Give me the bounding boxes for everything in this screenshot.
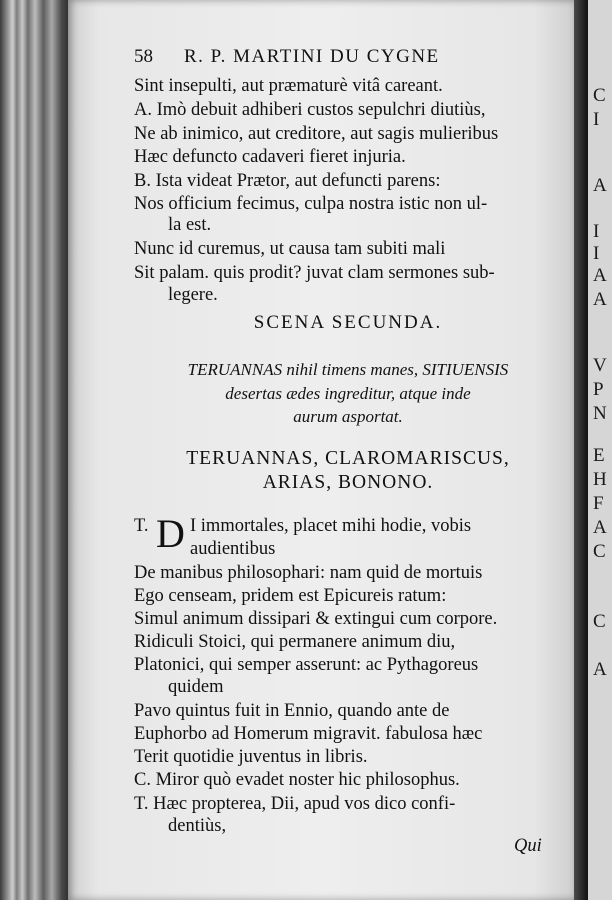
facing-page-letter: F [593, 493, 604, 514]
facing-page-letter: P [593, 379, 604, 400]
cast-list-line: TERUANNAS, CLAROMARISCUS, [186, 448, 510, 469]
book-gutter [574, 0, 588, 900]
facing-page-letter: V [593, 355, 607, 376]
verse-line-continuation: quidem [168, 677, 224, 697]
speech-first-line: I immortales, placet mihi hodie, vobis [190, 516, 472, 536]
verse-line: De manibus philosophari: nam quid de mortuis [134, 563, 483, 583]
page-number: 58 [134, 46, 153, 67]
facing-page-letter: E [593, 445, 605, 466]
facing-page-letter: A [593, 289, 607, 310]
scene-argument-line: TERUANNAS nihil timens manes, SITIUENSIS [187, 360, 509, 379]
page-text [68, 0, 574, 900]
facing-page-letter: I [593, 221, 600, 242]
running-header [134, 46, 554, 70]
verse-line: Nos officium fecimus, culpa nostra istic non ul- [134, 194, 488, 214]
verse-line: C. Miror quò evadet noster hic philosophus. [134, 770, 460, 790]
verse-line: B. Ista videat Prætor, aut defuncti parens: [134, 171, 441, 191]
facing-page-letter: A [593, 517, 607, 538]
verse-line: Ridiculi Stoici, qui permanere animum diu, [134, 632, 456, 652]
scene-title: SCENA SECUNDA. [253, 312, 443, 333]
speaker-label: T. [134, 516, 149, 536]
facing-page-letter: I [593, 109, 600, 130]
facing-page-letter: A [593, 659, 607, 680]
facing-page-letter: A [593, 265, 607, 286]
catchword: Qui [514, 836, 542, 856]
facing-page-letter: C [593, 541, 606, 562]
verse-line: Sit palam. quis prodit? juvat clam sermones sub- [134, 263, 495, 283]
verse-line: Euphorbo ad Homerum migravit. fabulosa hæc [134, 724, 483, 744]
facing-page-edge [588, 0, 612, 900]
verse-line: Hæc defuncto cadaveri fieret injuria. [134, 147, 406, 167]
verse-line-continuation: legere. [168, 285, 218, 305]
verse-line: Terit quotidie juventus in libris. [134, 747, 368, 767]
drop-cap: D [156, 511, 185, 556]
book-page [68, 0, 574, 900]
verse-line: Pavo quintus fuit in Ennio, quando ante de [134, 701, 450, 721]
facing-page-letter: C [593, 85, 606, 106]
verse-line: A. Imò debuit adhiberi custos sepulchri diutiùs, [134, 100, 486, 120]
facing-page-letter: C [593, 611, 606, 632]
facing-page-letter: I [593, 243, 600, 264]
speech-second-line: audientibus [190, 539, 276, 559]
verse-line: Ne ab inimico, aut creditore, aut sagis mulieribus [134, 124, 499, 144]
scene-argument-line: aurum asportat. [293, 407, 403, 426]
verse-line-continuation: dentiùs, [168, 816, 227, 836]
scene-argument-line: desertas ædes ingreditur, atque inde [225, 384, 471, 403]
facing-page-letter: N [593, 403, 607, 424]
facing-page-letter: A [593, 175, 607, 196]
facing-page-letter: H [593, 469, 607, 490]
verse-line: T. Hæc propterea, Dii, apud vos dico confi- [134, 794, 456, 814]
running-title: R. P. MARTINI DU CYGNE [184, 46, 440, 67]
book-binding [0, 0, 70, 900]
cast-list-line: ARIAS, BONONO. [262, 472, 434, 493]
verse-line: Nunc id curemus, ut causa tam subiti mali [134, 239, 446, 259]
verse-line: Ego censeam, pridem est Epicureis ratum: [134, 586, 447, 606]
verse-line: Sint insepulti, aut præmaturè vitâ careant. [134, 76, 443, 96]
verse-line: Simul animum dissipari & extingui cum corpore. [134, 609, 498, 629]
verse-line-continuation: la est. [168, 215, 212, 235]
verse-line: Platonici, qui semper asserunt: ac Pythagoreus [134, 655, 479, 675]
